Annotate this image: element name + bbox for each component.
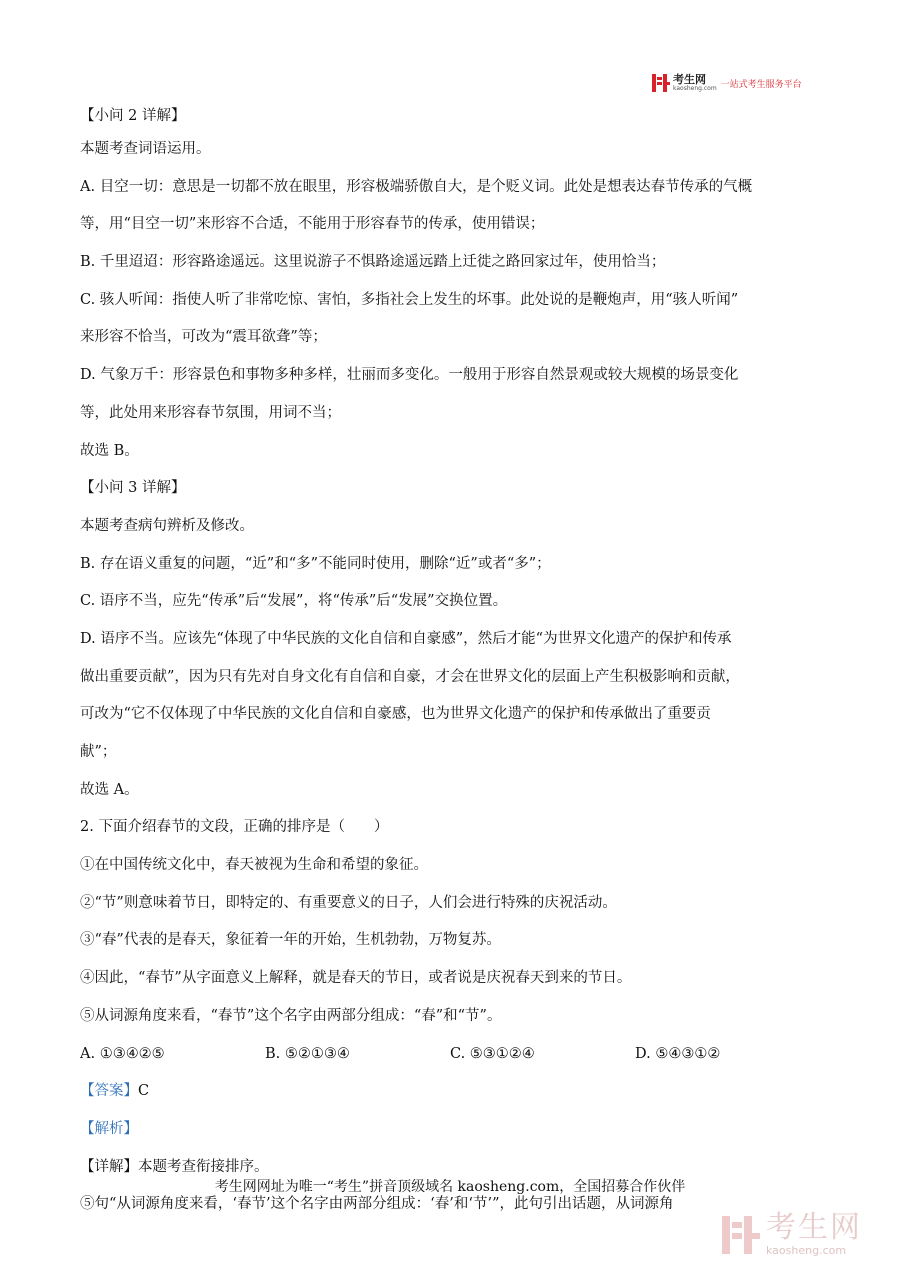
option-c: C. ⑤③①②④ <box>450 1045 535 1062</box>
text-line: 等，用“目空一切”来形容不合适，不能用于形容春节的传承，使用错误； <box>80 216 545 233</box>
section-heading: 【小问 2 详解】 <box>80 108 186 124</box>
text-line: B. 千里迢迢：形容路途遥远。这里说游子不惧路途遥远踏上迁徙之路回家过年，使用恰当； <box>80 254 666 271</box>
text-line: A. 目空一切：意思是一切都不放在眼里，形容极端骄傲自大，是个贬义词。此处是想表达春节传承的气概 <box>80 178 753 195</box>
text-line: 来形容不恰当，可改为“震耳欲聋”等； <box>80 329 327 346</box>
sentence-item: ①在中国传统文化中，春天被视为生命和希望的象征。 <box>80 857 428 874</box>
text-line: 本题考查词语运用。 <box>80 141 211 157</box>
watermark-domain: kaosheng.com <box>766 1244 847 1257</box>
text-line: 等，此处用来形容春节氛围，用词不当； <box>80 404 341 421</box>
page-footer: 考生网网址为唯一“考生”拼音顶级域名 kaosheng.com，全国招募合作伙伴 <box>214 1179 686 1195</box>
question-stem: 2. 下面介绍春节的文段，正确的排序是（ ） <box>80 819 389 836</box>
document-body <box>80 102 825 1228</box>
text-line: D. 语序不当。应该先“体现了中华民族的文化自信和自豪感”，然后才能“为世界文化遗产的保护和传承 <box>80 630 732 647</box>
logo-name: 考生网 <box>673 73 706 86</box>
text-line: 故选 B。 <box>80 442 139 459</box>
answer-label: 【答案】 <box>80 1083 138 1100</box>
text-line: D. 气象万千：形容景色和事物多种多样，壮丽而多变化。一般用于形容自然景观或较大规模的场景变化 <box>80 367 739 384</box>
watermark-brand <box>766 1210 862 1257</box>
logo-mark-icon <box>652 74 670 92</box>
option-a: A. ①③④②⑤ <box>80 1045 165 1062</box>
text-line: 做出重要贡献”，因为只有先对自身文化有自信和自豪，才会在世界文化的层面上产生积极影响和贡献， <box>80 668 740 685</box>
answer-value: C <box>138 1083 150 1100</box>
answer-options <box>80 1040 825 1078</box>
watermark-name: 考生网 <box>766 1210 862 1245</box>
sentence-item: ③“春”代表的是春天，象征着一年的开始，生机勃勃，万物复苏。 <box>80 932 501 949</box>
text-line: 可改为“它不仅体现了中华民族的文化自信和自豪感，也为世界文化遗产的保护和传承做出了重要贡 <box>80 706 711 723</box>
analysis-label: 【解析】 <box>80 1120 138 1137</box>
logo-brand <box>673 74 717 92</box>
option-d: D. ⑤④③①② <box>635 1045 721 1062</box>
section-heading: 【小问 3 详解】 <box>80 480 186 497</box>
text-line: ⑤句“从词源角度来看，‘春节’这个名字由两部分组成：‘春’和‘节’”，此句引出话题，从词源角 <box>80 1196 674 1213</box>
text-line: 本题考查病句辨析及修改。 <box>80 517 254 534</box>
answer-line <box>80 1077 825 1115</box>
sentence-item: ②“节”则意味着节日，即特定的、有重要意义的日子，人们会进行特殊的庆祝活动。 <box>80 894 617 911</box>
header-logo <box>652 72 802 94</box>
text-line: C. 语序不当，应先“传承”后“发展”，将“传承”后“发展”交换位置。 <box>80 593 508 610</box>
logo-domain: kaosheng.com <box>673 85 717 92</box>
option-b: B. ⑤②①③④ <box>265 1045 350 1062</box>
text-line: C. 骇人听闻：指使人听了非常吃惊、害怕，多指社会上发生的坏事。此处说的是鞭炮声，用“骇人听闻” <box>80 291 739 308</box>
text-line: B. 存在语义重复的问题，“近”和“多”不能同时使用，删除“近”或者“多”； <box>80 555 551 572</box>
text-line: 献”； <box>80 744 117 760</box>
detail-line: 【详解】本题考查衔接排序。 <box>80 1158 269 1175</box>
watermark-logo-icon <box>722 1216 760 1254</box>
text-line: 故选 A。 <box>80 781 139 798</box>
watermark <box>722 1210 862 1257</box>
logo-tagline: 一站式考生服务平台 <box>720 79 802 90</box>
sentence-item: ⑤从词源角度来看，“春节”这个名字由两部分组成：“春”和“节”。 <box>80 1007 502 1024</box>
sentence-item: ④因此，“春节”从字面意义上解释，就是春天的节日，或者说是庆祝春天到来的节日。 <box>80 970 632 987</box>
